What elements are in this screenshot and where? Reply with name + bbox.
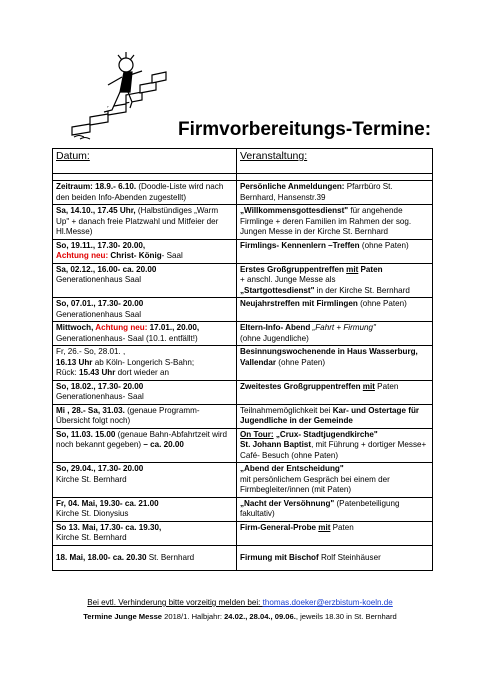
event-cell: Firmung mit Bischof Rolf Steinhäuser bbox=[237, 545, 433, 570]
stairs-climber-illustration bbox=[60, 45, 180, 141]
table-row bbox=[53, 428, 433, 463]
date-cell: Fr, 26.- So, 28.01. , 16.13 Uhr ab Köln- Longerich S-Bahn; Rück: 15.43 Uhr dort wieder an bbox=[53, 346, 237, 381]
date-cell: Mi , 28.- Sa, 31.03. (genaue Programm-Übersicht folgt noch) bbox=[53, 404, 237, 428]
event-cell: Eltern-Info- Abend „Fahrt + Firmung" (ohne Jugendliche) bbox=[237, 322, 433, 346]
event-cell: „Willkommensgottesdienst" für angehende Firmlinge + deren Familien im Rahmen der sog. Jungen Messe in der Kirche St. Bernhard bbox=[237, 205, 433, 240]
table-row bbox=[53, 521, 433, 545]
contact-note: Bei evtl. Verhinderung bitte vorzeitig melden bei: thomas.doeker@erzbistum-koeln.de bbox=[87, 598, 393, 607]
date-cell: Mittwoch, Achtung neu: 17.01., 20.00, Generationenhaus- Saal (10.1. entfällt!) bbox=[53, 322, 237, 346]
page-title: Firmvorbereitungs-Termine: bbox=[178, 119, 432, 140]
column-header-datum: Datum: bbox=[53, 149, 237, 174]
date-cell: Fr, 04. Mai, 19.30- ca. 21.00 Kirche St. Dionysius bbox=[53, 497, 237, 521]
table-row bbox=[53, 322, 433, 346]
contact-email-link[interactable]: thomas.doeker@erzbistum-koeln.de bbox=[262, 598, 393, 607]
youth-mass-note: Termine Junge Messe 2018/1. Halbjahr: 24.02., 28.04., 09.06., jeweils 18.30 in St. Bernhard bbox=[83, 612, 397, 621]
date-cell: So, 18.02., 17.30- 20.00 Generationenhaus- Saal bbox=[53, 380, 237, 404]
column-header-veranstaltung: Veranstaltung: bbox=[237, 149, 433, 174]
table-row bbox=[53, 205, 433, 240]
event-cell: Teilnahmemöglichkeit bei Kar- und Ostertage für Jugendliche in der Gemeinde bbox=[237, 404, 433, 428]
date-cell: Sa, 14.10., 17.45 Uhr, (Halbstündiges „Warm Up" + danach freie Platzwahl und Mitfeier der Hl.Messe) bbox=[53, 205, 237, 240]
table-row bbox=[53, 181, 433, 205]
table-row bbox=[53, 263, 433, 298]
table-row bbox=[53, 497, 433, 521]
event-cell: Firmlings- Kennenlern –Treffen (ohne Paten) bbox=[237, 239, 433, 263]
event-cell: „Abend der Entscheidung" mit persönlichem Gespräch bei einem der Firmbegleiter/innen (mit Paten) bbox=[237, 463, 433, 498]
event-cell: On Tour: „Crux- Stadtjugendkirche" St. Johann Baptist, mit Führung + dortiger Messe+ Café- Besuch (ohne Paten) bbox=[237, 428, 433, 463]
event-cell: Neujahrstreffen mit Firmlingen (ohne Paten) bbox=[237, 298, 433, 322]
date-cell: Zeitraum: 18.9.- 6.10. (Doodle-Liste wird nach den beiden Info-Abenden zugestellt) bbox=[53, 181, 237, 205]
date-cell: So, 07.01., 17.30- 20.00 Generationenhaus Saal bbox=[53, 298, 237, 322]
date-cell: Sa, 02.12., 16.00- ca. 20.00 Generationenhaus Saal bbox=[53, 263, 237, 298]
date-cell: 18. Mai, 18.00- ca. 20.30 St. Bernhard bbox=[53, 545, 237, 570]
event-cell: Besinnungswochenende in Haus Wasserburg, Vallendar (ohne Paten) bbox=[237, 346, 433, 381]
table-row bbox=[53, 346, 433, 381]
date-cell: So, 11.03. 15.00 (genaue Bahn-Abfahrtzeit wird noch bekannt gegeben) – ca. 20.00 bbox=[53, 428, 237, 463]
table-row bbox=[53, 239, 433, 263]
table-row bbox=[53, 545, 433, 570]
table-row bbox=[53, 298, 433, 322]
date-cell: So, 29.04., 17.30- 20.00 Kirche St. Bernhard bbox=[53, 463, 237, 498]
table-row bbox=[53, 463, 433, 498]
date-cell: So 13. Mai, 17.30- ca. 19.30, Kirche St. Bernhard bbox=[53, 521, 237, 545]
table-header-row bbox=[53, 149, 433, 174]
schedule-table bbox=[52, 148, 433, 571]
event-cell: „Nacht der Versöhnung" (Patenbeteiligung fakultativ) bbox=[237, 497, 433, 521]
event-cell: Erstes Großgruppentreffen mit Paten + anschl. Junge Messe als „Startgottesdienst" in der Kirche St. Bernhard bbox=[237, 263, 433, 298]
date-cell: So, 19.11., 17.30- 20.00, Achtung neu: Christ- König- Saal bbox=[53, 239, 237, 263]
event-cell: Persönliche Anmeldungen: Pfarrbüro St. Bernhard, Hansenstr.39 bbox=[237, 181, 433, 205]
table-row bbox=[53, 404, 433, 428]
table-row bbox=[53, 380, 433, 404]
event-cell: Firm-General-Probe mit Paten bbox=[237, 521, 433, 545]
event-cell: Zweitestes Großgruppentreffen mit Paten bbox=[237, 380, 433, 404]
